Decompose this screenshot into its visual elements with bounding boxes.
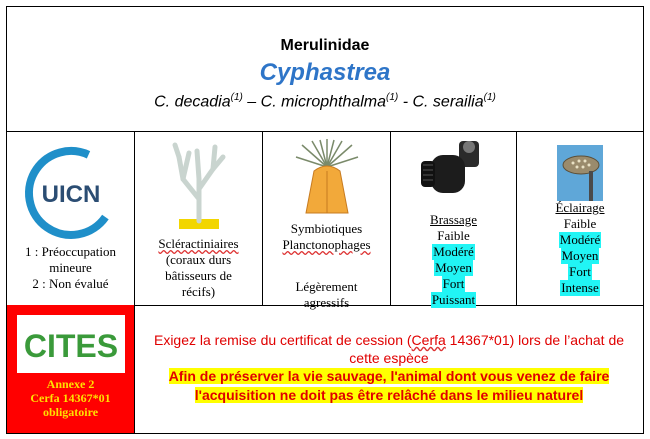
nutrition-text	[263, 221, 390, 253]
family-name: Merulinidae	[280, 37, 370, 54]
flow-levels	[391, 212, 516, 308]
light-level-label: Faible	[563, 216, 597, 231]
release-warning	[135, 367, 643, 405]
header	[7, 7, 643, 132]
flow-cell	[391, 131, 517, 305]
cites-logo	[17, 315, 125, 373]
flow-level-label: Puissant	[431, 292, 476, 307]
light-level	[517, 280, 643, 296]
iucn-logo	[16, 141, 126, 241]
light-level	[517, 248, 643, 264]
light-level-label: Intense	[561, 280, 599, 295]
coral-type-line: récifs)	[181, 284, 216, 299]
flow-level	[391, 228, 516, 244]
lamp-icon	[557, 145, 603, 201]
regulation-row	[7, 305, 643, 433]
cites-logo-mark	[17, 315, 125, 373]
light-cell	[517, 131, 643, 305]
warning-line: Afin de préserver la vie sauvage, l'animal dont vous venez de faire	[168, 368, 610, 384]
light-level	[517, 264, 643, 280]
cites-line: Cerfa 14367*01	[30, 391, 111, 405]
iucn-cell	[7, 131, 135, 305]
species-name: C. microphthalma	[260, 93, 387, 111]
flow-level-label: Modéré	[433, 244, 474, 259]
notice-text: 14367*01) lors de l’achat de	[445, 332, 625, 348]
light-level	[517, 232, 643, 248]
iucn-line: 2 : Non évalué	[32, 276, 109, 291]
flow-title: Brassage	[430, 212, 477, 227]
cites-text	[7, 377, 134, 419]
iucn-logo-text: UICN	[41, 181, 101, 208]
iucn-line: 1 : Préoccupation	[25, 244, 116, 259]
legal-notice	[135, 305, 643, 433]
flow-level-label: Faible	[437, 228, 470, 243]
cites-logo-text: CITES	[23, 328, 119, 364]
species-list	[7, 92, 643, 111]
species-name: C. decadia	[154, 93, 231, 111]
coral-type-text	[135, 236, 262, 300]
genus-name: Cyphastrea	[259, 59, 391, 86]
species-sheet	[6, 6, 644, 434]
iucn-line: mineure	[49, 260, 92, 275]
flow-level	[391, 260, 516, 276]
species-ref: (1)	[483, 92, 496, 103]
wave-pump-icon	[419, 137, 489, 201]
species-name: C. serailia	[412, 93, 484, 111]
coral-type-line: (coraux durs	[165, 252, 232, 267]
warning-line: l'acquisition ne doit pas être relâché dans le milieu naturel	[194, 387, 584, 403]
coral-type-line: Scléractiniaires	[158, 236, 239, 251]
coral-type-cell	[135, 131, 263, 305]
notice-text: Cerfa	[411, 332, 446, 348]
species-ref: (1)	[230, 92, 243, 103]
nutrition-cell	[263, 131, 391, 310]
cites-line: obligatoire	[42, 405, 99, 419]
polyp-icon	[292, 137, 362, 217]
light-title: Éclairage	[555, 200, 605, 215]
species-separator: –	[242, 93, 261, 111]
info-row	[7, 131, 643, 310]
light-level-label: Fort	[569, 264, 591, 279]
species-separator: -	[398, 93, 413, 111]
behaviour-line: Légèrement	[295, 279, 358, 294]
light-levels	[517, 200, 643, 296]
flow-level-label: Moyen	[435, 260, 472, 275]
nutrition-line: Planctonophages	[282, 237, 371, 252]
cites-line: Annexe 2	[46, 377, 95, 391]
certificate-notice	[135, 331, 643, 367]
light-level-label: Modéré	[559, 232, 601, 247]
coral-type-line: bâtisseurs de	[165, 268, 232, 283]
light-level	[517, 216, 643, 232]
flow-level-label: Fort	[442, 276, 465, 291]
flow-level	[391, 244, 516, 260]
branching-coral-icon	[169, 139, 229, 231]
cites-panel	[7, 305, 135, 433]
iucn-status	[7, 244, 134, 292]
behaviour-line: agressifs	[303, 295, 350, 310]
flow-level	[391, 276, 516, 292]
nutrition-line: Symbiotiques	[290, 221, 363, 236]
notice-text: Exigez la remise du certificat de cession (	[153, 332, 412, 348]
notice-text: cette espèce	[349, 350, 429, 366]
species-ref: (1)	[386, 92, 399, 103]
light-level-label: Moyen	[561, 248, 599, 263]
